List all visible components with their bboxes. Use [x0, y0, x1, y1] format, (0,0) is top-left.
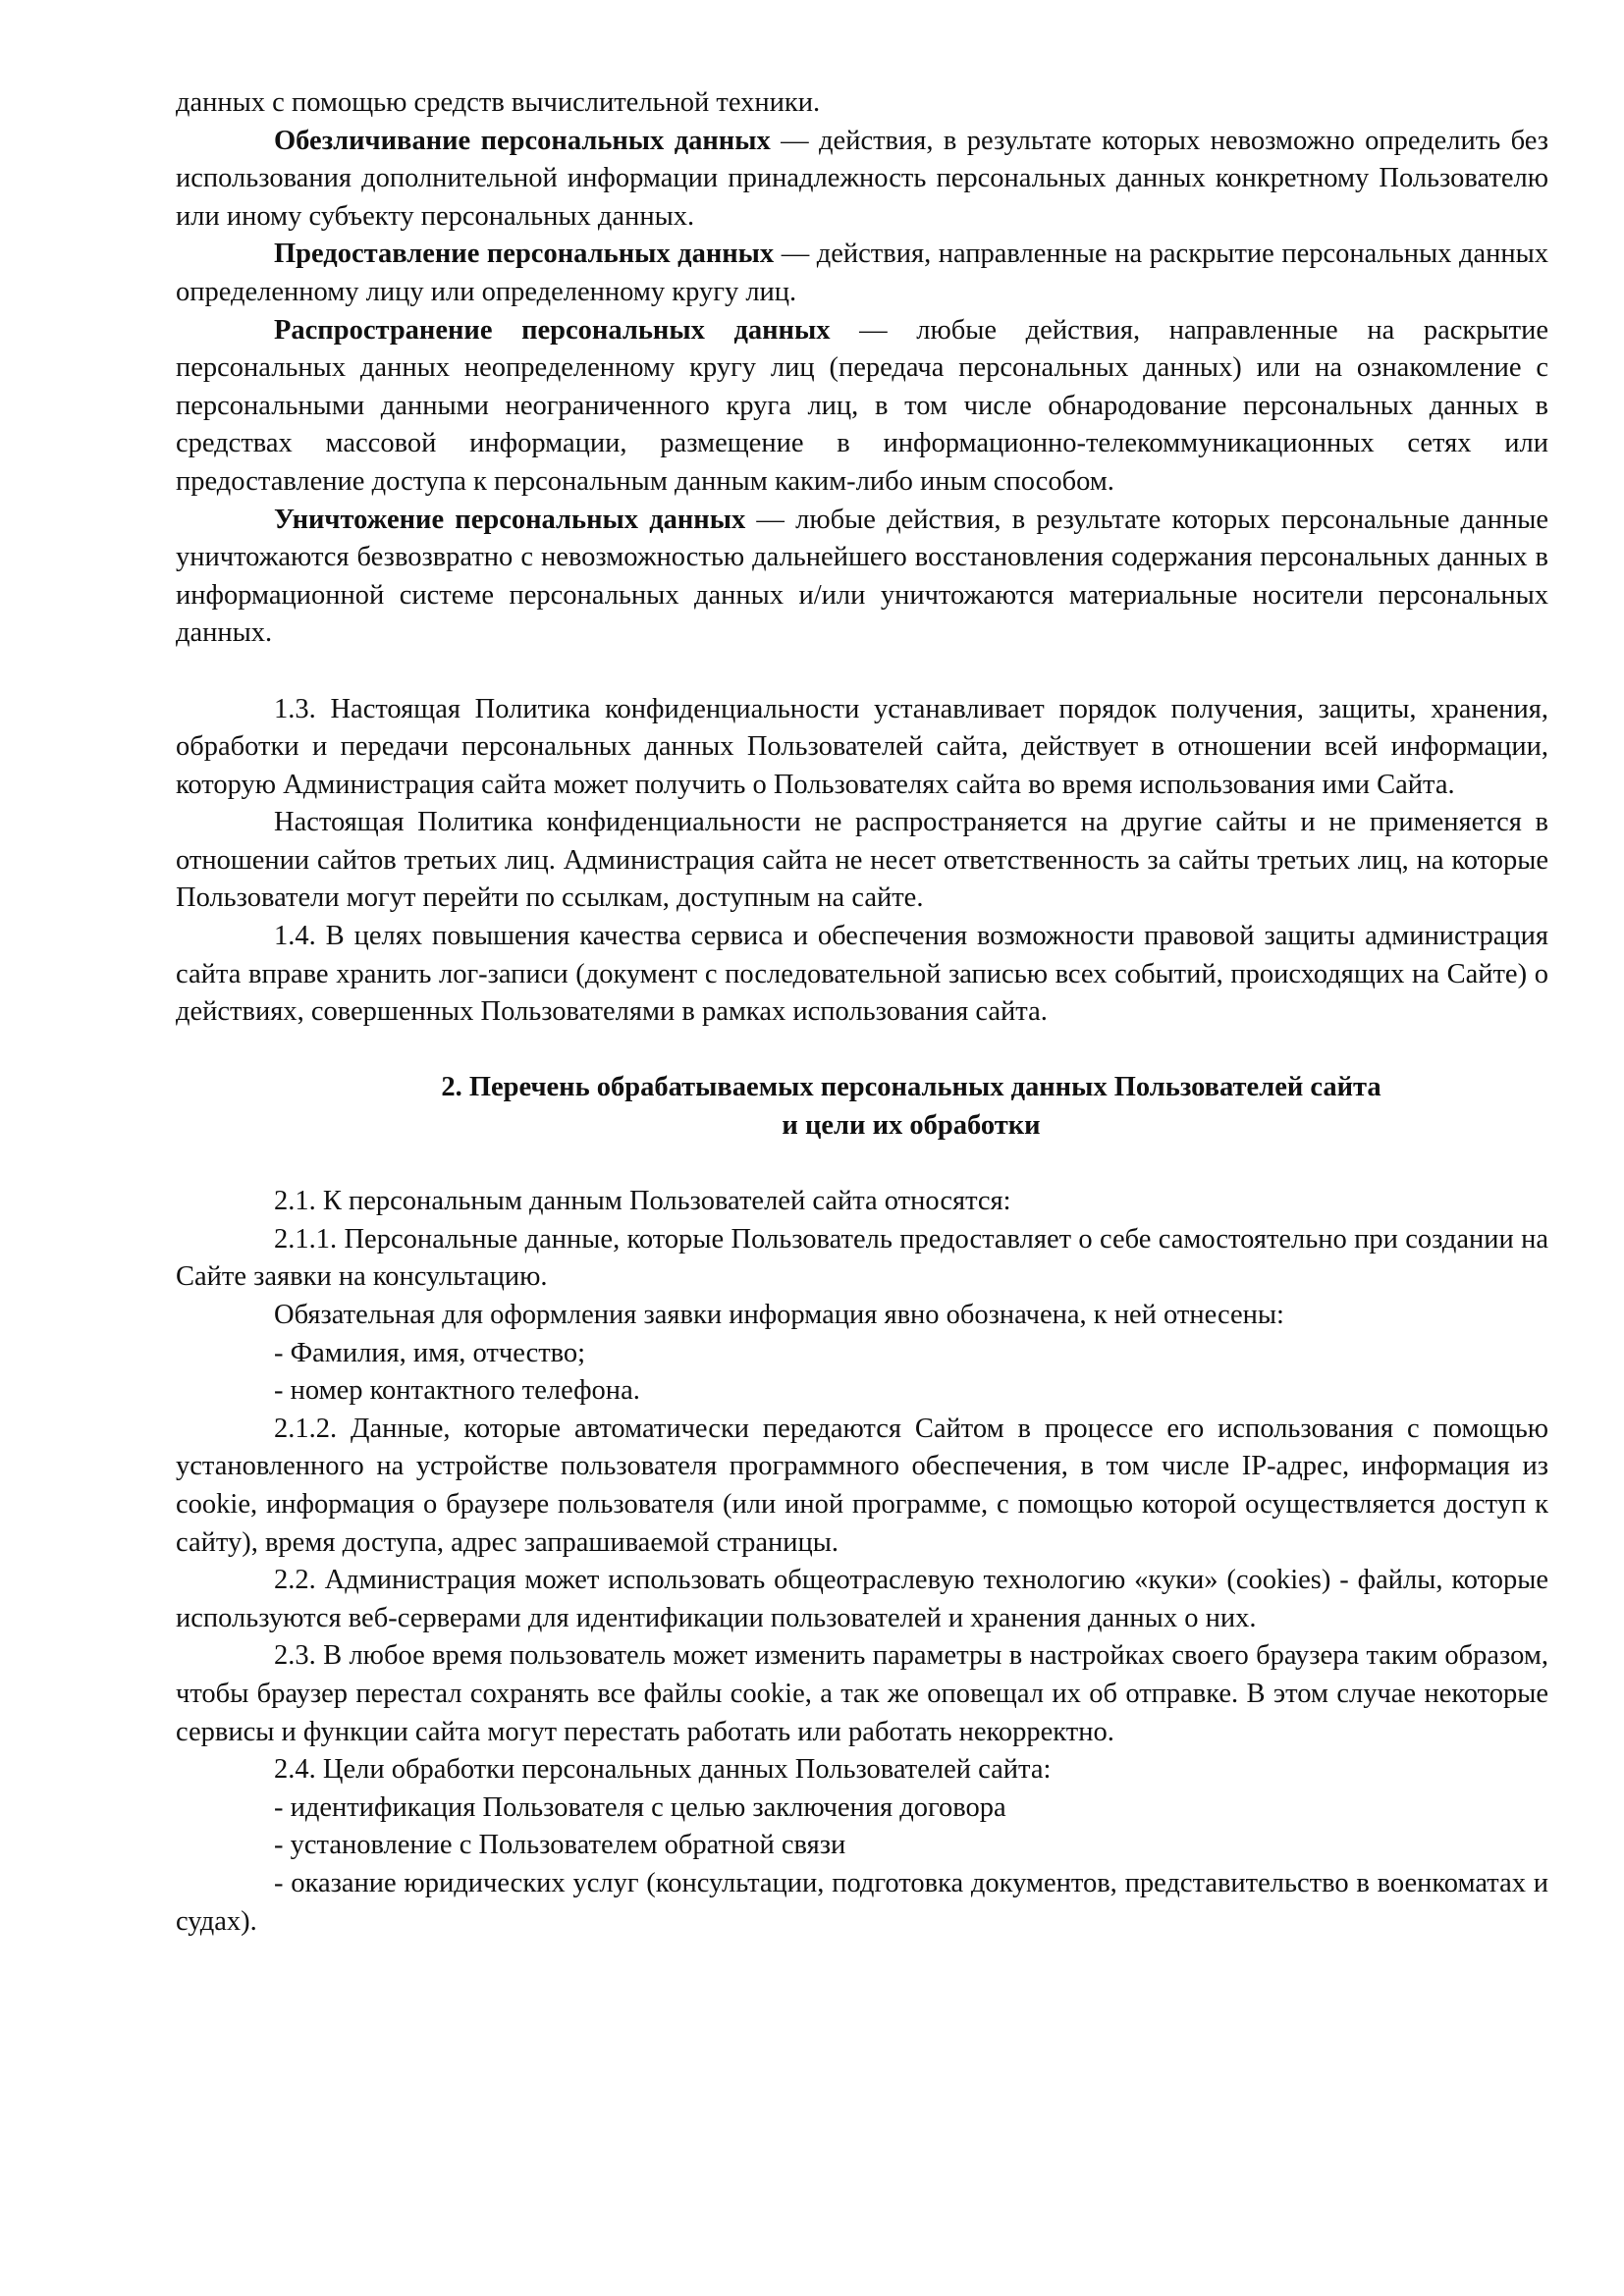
list-item: - установление с Пользователем обратной связи [274, 1830, 846, 1861]
paragraph: 2.1.2. Данные, которые автоматически передаются Сайтом в процессе его использования с помощью установленного на устройстве пользователя программного обеспечения, в том числе IP-адрес, информация из cookie, информация о браузере пользователя (или иной программе, с помощью которой осуществляется доступ к сайту), время доступа, адрес запрашиваемой страницы. [176, 1413, 1548, 1558]
paragraph: 2.2. Администрация может использовать общеотраслевую технологию «куки» (cookies) - файлы, которые используются веб-серверами для идентификации пользователей и хранения данных о них. [176, 1565, 1548, 1633]
definition-text: — любые действия, направленные на раскрытие персональных данных неопределенному кругу лиц (передача персональных данных) или на ознакомление с персональными данными неограниченного круга лиц, в том числе обнародование персональных данных в средствах массовой информации, размещение в информационно-телекоммуникационных сетях или предоставление доступа к персональным данным каким-либо иным способом. [176, 314, 1548, 497]
definition-term: Обезличивание персональных данных [274, 125, 771, 156]
paragraph: 2.3. В любое время пользователь может изменить параметры в настройках своего браузера таким образом, чтобы браузер перестал сохранять все файлы cookie, а так же оповещал их об отправке. В этом случае некоторые сервисы и функции сайта могут перестать работать или работать некорректно. [176, 1640, 1548, 1747]
list-item: - номер контактного телефона. [274, 1375, 640, 1407]
list-item: - Фамилия, имя, отчество; [274, 1337, 586, 1368]
document-page [176, 84, 1548, 1941]
paragraph: Настоящая Политика конфиденциальности не распространяется на другие сайты и не применяется в отношении сайтов третьих лиц. Администрация сайта не несет ответственность за сайты третьих лиц, на которые Пользователи могут перейти по ссылкам, доступным на сайте. [176, 807, 1548, 914]
paragraph: данных с помощью средств вычислительной техники. [176, 87, 821, 118]
paragraph: 2.4. Цели обработки персональных данных Пользователей сайта: [274, 1754, 1052, 1786]
spacer [176, 1032, 1548, 1070]
paragraph: 2.1.1. Персональные данные, которые Пользователь предоставляет о себе самостоятельно при создании на Сайте заявки на консультацию. [176, 1223, 1548, 1293]
definition-paragraph [176, 312, 1548, 502]
section-heading-line-2: и цели их обработки [782, 1110, 1041, 1142]
definition-term: Распространение персональных данных [274, 314, 831, 346]
list-item: - оказание юридических услуг (консультации, подготовка документов, представительство в военкоматах и судах). [176, 1867, 1548, 1937]
definition-term: Предоставление персональных данных [274, 239, 775, 270]
spacer [176, 653, 1548, 691]
definition-text: — действия, направленные на раскрытие персональных данных определенному лицу или определенному кругу лиц. [176, 239, 1548, 307]
paragraph: 2.1. К персональным данным Пользователей сайта относятся: [274, 1186, 1011, 1217]
spacer [176, 1146, 1548, 1184]
definition-text: — действия, в результате которых невозможно определить без использования дополнительной информации принадлежность персональных данных конкретному Пользователю или иному субъекту персональных данных. [176, 125, 1548, 232]
paragraph: 1.4. В целях повышения качества сервиса и обеспечения возможности правовой защиты администрация сайта вправе хранить лог-записи (документ с последовательной записью всех событий, происходящих на Сайте) о действиях, совершенных Пользователями в рамках использования сайта. [176, 921, 1548, 1028]
list-item: - идентификация Пользователя с целью заключения договора [274, 1791, 1006, 1823]
definition-paragraph [176, 123, 1548, 237]
definition-text: — любые действия, в результате которых персональные данные уничтожаются безвозвратно с невозможностью дальнейшего восстановления содержания персональных данных в информационной системе персональных данных и/или уничтожаются материальные носители персональных данных. [176, 504, 1548, 649]
definition-paragraph [176, 236, 1548, 311]
definition-term: Уничтожение персональных данных [274, 504, 746, 535]
definition-paragraph [176, 502, 1548, 653]
paragraph: 1.3. Настоящая Политика конфиденциальности устанавливает порядок получения, защиты, хранения, обработки и передачи персональных данных Пользователей сайта, действует в отношении всей информации, которую Администрация сайта может получить о Пользователях сайта во время использования ими Сайта. [176, 693, 1548, 800]
section-heading-line-1: 2. Перечень обрабатываемых персональных данных Пользователей сайта [441, 1072, 1381, 1103]
paragraph: Обязательная для оформления заявки информация явно обозначена, к ней отнесены: [274, 1300, 1284, 1330]
